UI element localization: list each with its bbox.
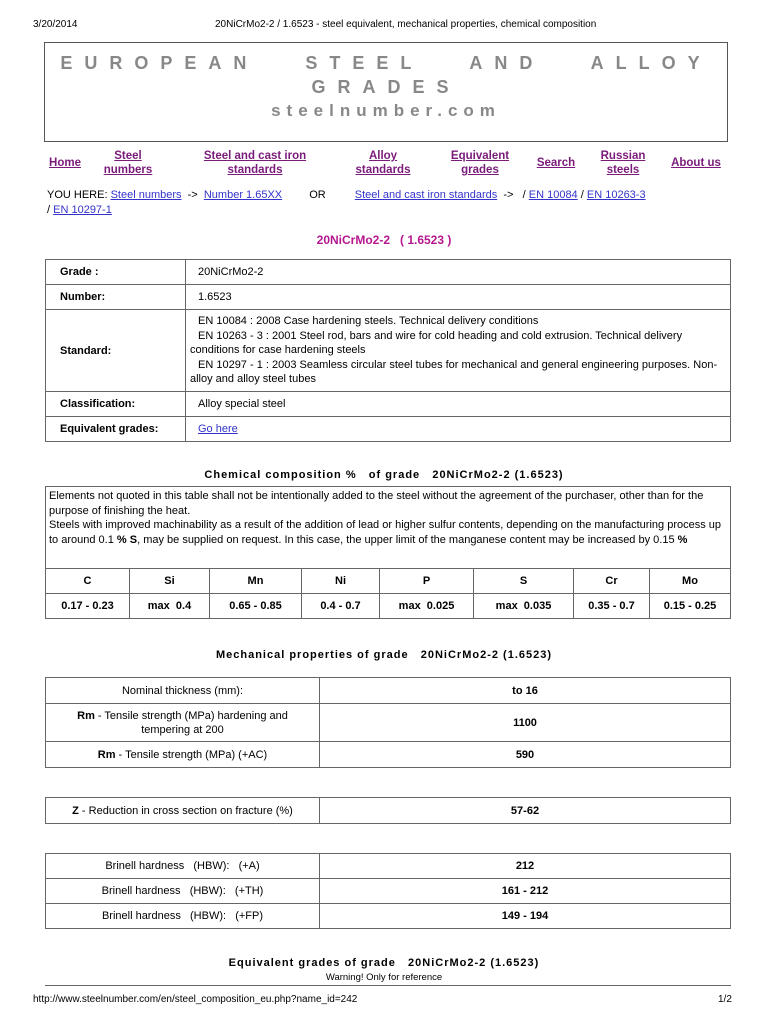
element-value: 0.4 - 0.7 <box>302 594 380 619</box>
standard-en10297: EN 10297 - 1 : 2003 Seamless circular steel tubes for mechanical and general engineering purposes. Non-alloy and alloy steel tubes <box>190 358 718 386</box>
grade-info-table <box>45 259 731 442</box>
nav-steel-numbers-line1: Steel <box>114 150 142 162</box>
chem-title: Chemical composition % of grade 20NiCrMo2-2 (1.6523) <box>204 469 564 481</box>
nav-russian-line2: steels <box>606 164 640 176</box>
nav-about-us[interactable]: About us <box>671 157 721 169</box>
standard-value <box>186 310 731 392</box>
banner-line1: EUROPEAN STEEL AND ALLOY <box>60 53 712 73</box>
table-row <box>46 285 731 310</box>
table-row <box>46 704 731 742</box>
table-row <box>46 392 731 417</box>
element-value: 0.35 - 0.7 <box>574 594 650 619</box>
standard-en10263: EN 10263 - 3 : 2001 Steel rod, bars and wire for cold heading and cold extrusion. Technical delivery conditions for case hardening steels <box>190 329 683 357</box>
breadcrumb-slash: / <box>522 189 526 201</box>
nav-steel-numbers-line2: numbers <box>103 164 153 176</box>
nav-steel-numbers[interactable] <box>100 149 156 177</box>
tensile-hardening-value: 1100 <box>320 704 731 742</box>
chem-note-text2c: , may be supplied on request. In this case, the upper limit of the manganese content may be increased by 0.15 <box>137 533 678 546</box>
number-label: Number: <box>46 285 186 310</box>
table-row <box>46 742 731 768</box>
classification-label: Classification: <box>46 392 186 417</box>
banner-line2: GRADES <box>311 77 461 97</box>
thickness-label: Nominal thickness (mm): <box>46 678 320 704</box>
table-row <box>46 310 731 392</box>
grade-label: Grade : <box>46 260 186 285</box>
hardness-th-label: Brinell hardness (HBW): (+TH) <box>46 879 320 904</box>
equivalent-cell <box>186 417 731 442</box>
equivalent-go-here-link[interactable]: Go here <box>198 423 238 435</box>
table-row <box>46 904 731 929</box>
chem-note-text1: Elements not quoted in this table shall not be intentionally added to the steel without the agreement of the purchaser, other than for the purpose of finishing the heat. <box>49 490 704 517</box>
hardness-th-value: 161 - 212 <box>320 879 731 904</box>
equiv-table-top-border <box>45 985 731 986</box>
element-header: P <box>380 569 474 594</box>
element-header: Mo <box>650 569 731 594</box>
equiv-warning: Warning! Only for reference <box>325 972 443 983</box>
print-title: 20NiCrMo2-2 / 1.6523 - steel equivalent, mechanical properties, chemical composition <box>215 19 597 30</box>
breadcrumb <box>47 188 727 218</box>
rm-ac-text: - Tensile strength (MPa) (+AC) <box>115 748 268 761</box>
grade-heading: 20NiCrMo2-2 ( 1.6523 ) <box>316 233 452 247</box>
rm-hardening-text: - Tensile strength (MPa) hardening and tempering at 200 <box>94 709 288 736</box>
nav-equivalent-grades[interactable] <box>448 149 512 177</box>
table-row <box>46 260 731 285</box>
breadcrumb-slash: / <box>47 204 51 216</box>
nav-equiv-line1: Equivalent <box>450 150 510 162</box>
nav-russian-line1: Russian <box>600 150 646 162</box>
element-value: max 0.4 <box>130 594 210 619</box>
print-date: 3/20/2014 <box>33 19 78 30</box>
tensile-hardening-label <box>46 704 320 742</box>
reduction-label <box>46 798 320 824</box>
element-header: Mn <box>210 569 302 594</box>
breadcrumb-number[interactable]: Number 1.65XX <box>203 189 283 201</box>
nav-alloy-line2: standards <box>355 164 411 176</box>
hardness-a-value: 212 <box>320 854 731 879</box>
nav-alloy-line1: Alloy <box>368 150 398 162</box>
breadcrumb-slash: / <box>580 189 584 201</box>
rm-symbol: Rm <box>77 709 95 722</box>
element-header: Cr <box>574 569 650 594</box>
nav-steel-standards-line2: standards <box>227 164 283 176</box>
hardness-a-label: Brinell hardness (HBW): (+A) <box>46 854 320 879</box>
thickness-value: to 16 <box>320 678 731 704</box>
element-value: max 0.035 <box>474 594 574 619</box>
grade-value: 20NiCrMo2-2 <box>186 260 731 285</box>
chem-composition-table <box>45 568 731 619</box>
breadcrumb-en10263[interactable]: EN 10263-3 <box>586 189 646 201</box>
breadcrumb-en10084[interactable]: EN 10084 <box>528 189 578 201</box>
breadcrumb-arrow: -> <box>503 189 514 201</box>
element-header: S <box>474 569 574 594</box>
site-banner <box>44 42 728 142</box>
breadcrumb-en10297[interactable]: EN 10297-1 <box>53 204 112 216</box>
table-row <box>46 678 731 704</box>
mech-title: Mechanical properties of grade 20NiCrMo2-2 (1.6523) <box>215 649 553 661</box>
chem-note-table <box>45 486 731 569</box>
breadcrumb-arrow: -> <box>187 189 198 201</box>
table-row <box>46 879 731 904</box>
table-row <box>46 798 731 824</box>
tensile-ac-value: 590 <box>320 742 731 768</box>
nav-russian-steels[interactable] <box>596 149 650 177</box>
z-symbol: Z <box>72 804 79 817</box>
chem-note-text2a: Steels with improved machinability as a result of the addition of lead or higher sulfur contents, depending on the manufacturing process up to around 0.1 <box>49 519 722 546</box>
breadcrumb-or: OR <box>309 189 326 201</box>
nav-steel-standards[interactable] <box>198 149 312 177</box>
hardness-fp-label: Brinell hardness (HBW): (+FP) <box>46 904 320 929</box>
hardness-fp-value: 149 - 194 <box>320 904 731 929</box>
element-header: C <box>46 569 130 594</box>
rm-symbol: Rm <box>97 748 116 761</box>
chem-note-percent: % <box>677 533 688 546</box>
tensile-table <box>45 677 731 768</box>
nav-steel-standards-line1: Steel and cast iron <box>203 150 307 162</box>
table-row <box>46 594 731 619</box>
element-header: Ni <box>302 569 380 594</box>
element-value: max 0.025 <box>380 594 474 619</box>
table-row <box>46 854 731 879</box>
element-value: 0.17 - 0.23 <box>46 594 130 619</box>
breadcrumb-label: YOU HERE: <box>47 189 108 201</box>
breadcrumb-steel-numbers[interactable]: Steel numbers <box>110 189 182 201</box>
element-value: 0.65 - 0.85 <box>210 594 302 619</box>
standard-label: Standard: <box>46 310 186 392</box>
z-text: - Reduction in cross section on fracture (%) <box>78 804 293 817</box>
reduction-table <box>45 797 731 824</box>
equivalent-label: Equivalent grades: <box>46 417 186 442</box>
chem-note-sulfur: % S <box>116 533 138 546</box>
reduction-value: 57-62 <box>320 798 731 824</box>
number-value: 1.6523 <box>186 285 731 310</box>
element-value: 0.15 - 0.25 <box>650 594 731 619</box>
nav-home[interactable]: Home <box>49 157 81 169</box>
chem-note-text2 <box>49 518 727 547</box>
equiv-title: Equivalent grades of grade 20NiCrMo2-2 (1.6523) <box>228 957 540 969</box>
table-row <box>46 569 731 594</box>
table-row <box>46 487 731 569</box>
chem-note <box>46 487 731 569</box>
classification-value: Alloy special steel <box>186 392 731 417</box>
print-footer-page: 1/2 <box>718 994 732 1005</box>
hardness-table <box>45 853 731 929</box>
print-footer-url: http://www.steelnumber.com/en/steel_composition_eu.php?name_id=242 <box>33 994 358 1005</box>
breadcrumb-standards[interactable]: Steel and cast iron standards <box>354 189 498 201</box>
nav-search[interactable]: Search <box>536 157 576 169</box>
element-header: Si <box>130 569 210 594</box>
banner-site-name: steelnumber.com <box>271 101 501 120</box>
nav-equiv-line2: grades <box>461 164 499 176</box>
standard-en10084: EN 10084 : 2008 Case hardening steels. Technical delivery conditions <box>198 315 539 328</box>
nav-alloy-standards[interactable] <box>350 149 416 177</box>
table-row <box>46 417 731 442</box>
tensile-ac-label <box>46 742 320 768</box>
